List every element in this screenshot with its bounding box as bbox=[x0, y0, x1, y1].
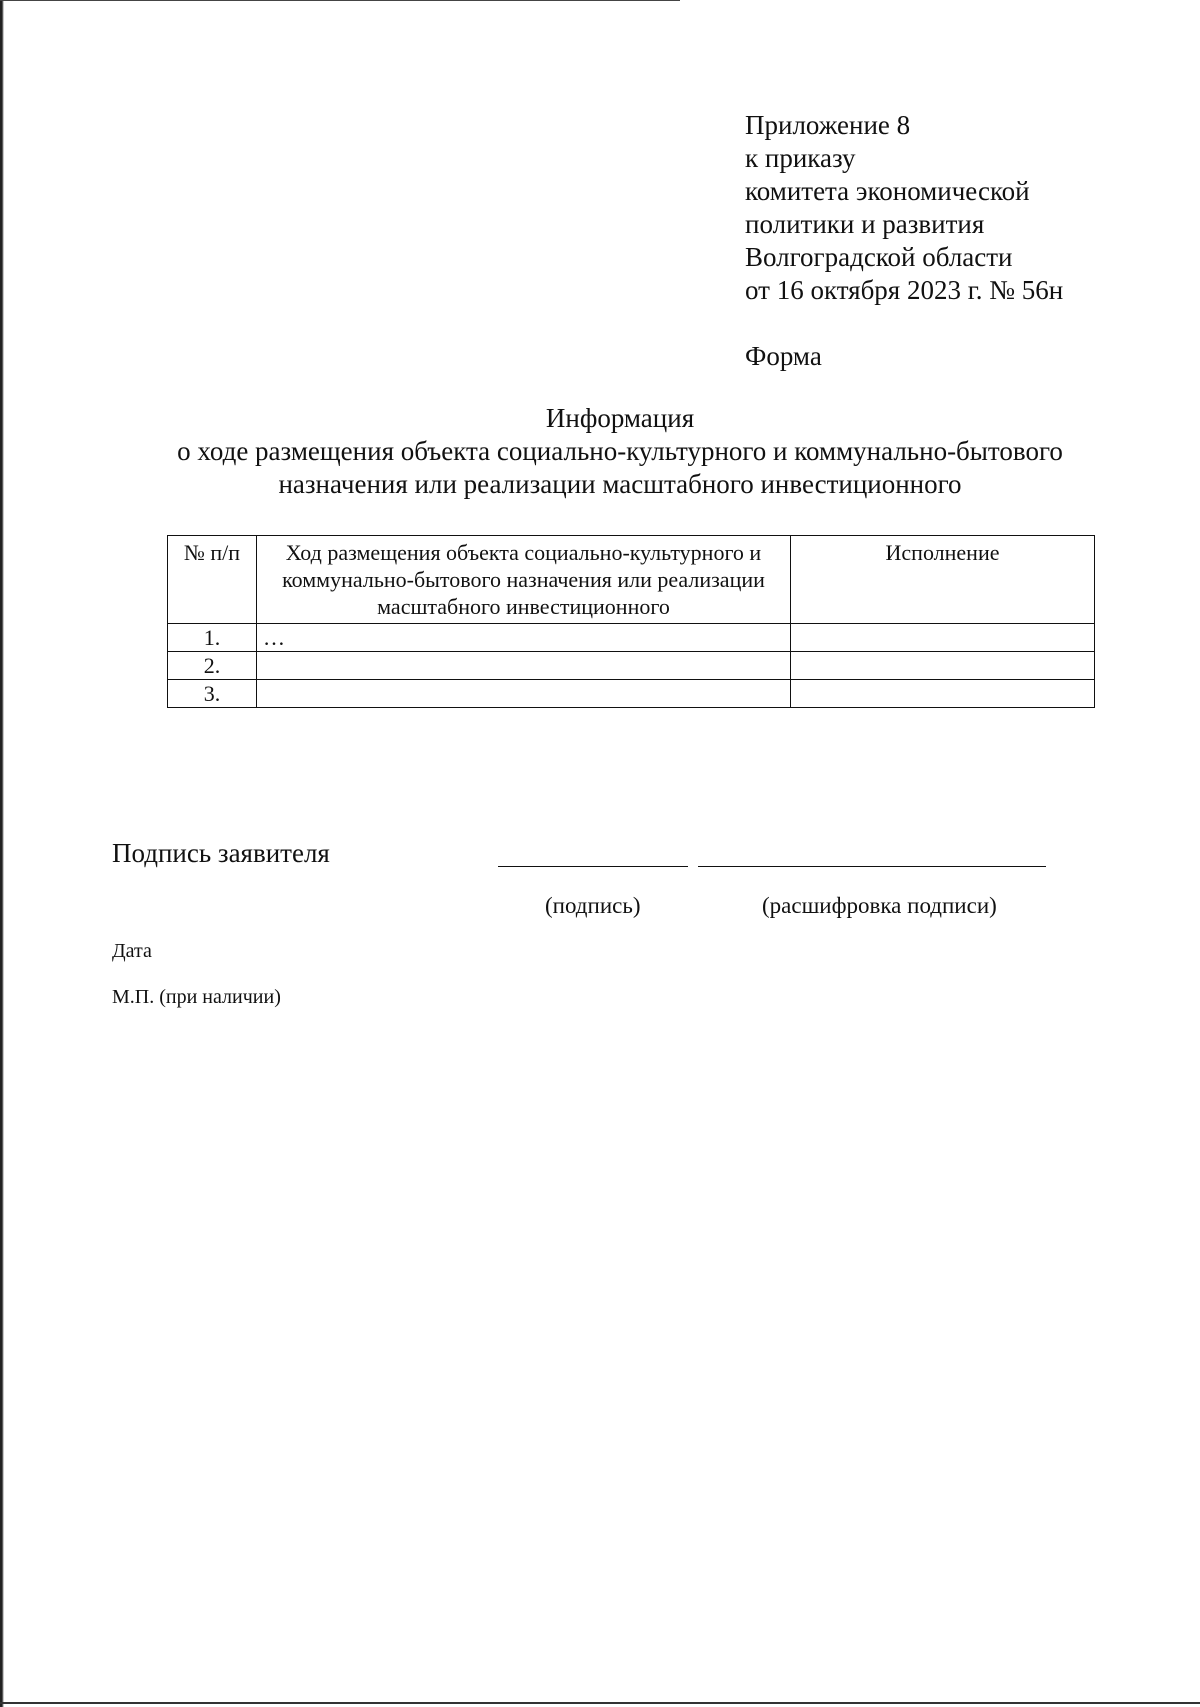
approval-line: к приказу bbox=[745, 143, 856, 173]
title-line: о ходе размещения объекта социально-культурного и коммунально-бытового bbox=[177, 436, 1063, 466]
row-progress bbox=[257, 680, 791, 708]
table-header-row bbox=[168, 536, 1095, 624]
header-num: № п/п bbox=[168, 536, 257, 624]
date-label: Дата bbox=[112, 940, 152, 962]
row-execution bbox=[791, 624, 1095, 652]
scan-edge-top bbox=[0, 0, 680, 1]
approval-line: Приложение 8 bbox=[745, 110, 911, 140]
row-progress bbox=[257, 652, 791, 680]
row-num: 3. bbox=[168, 680, 257, 708]
title-heading: Информация bbox=[545, 403, 695, 433]
approval-line: политики и развития bbox=[745, 209, 985, 239]
title-line: назначения или реализации масштабного инвестиционного bbox=[278, 469, 962, 499]
table-row bbox=[168, 680, 1095, 708]
approval-line: Волгоградской области bbox=[745, 242, 1013, 272]
row-num: 2. bbox=[168, 652, 257, 680]
progress-table bbox=[167, 535, 1095, 708]
signature-line bbox=[498, 866, 688, 867]
row-progress: … bbox=[257, 624, 791, 652]
approval-line: от 16 октября 2023 г. № 56н bbox=[745, 275, 1064, 305]
table-row bbox=[168, 624, 1095, 652]
signature-decoding-caption: (расшифровка подписи) bbox=[762, 893, 997, 918]
approval-header bbox=[745, 109, 1063, 307]
signature-label: Подпись заявителя bbox=[112, 838, 330, 868]
signature-caption: (подпись) bbox=[545, 893, 641, 918]
row-execution bbox=[791, 680, 1095, 708]
header-progress: Ход размещения объекта социально-культурного и коммунально-бытового назначения или реализации масштабного инвестиционного bbox=[257, 536, 791, 624]
seal-label: М.П. (при наличии) bbox=[112, 986, 281, 1008]
signature-decoding-line bbox=[698, 866, 1046, 867]
document-title bbox=[140, 402, 1100, 501]
scan-edge-bottom bbox=[0, 1702, 1200, 1704]
approval-line: комитета экономической bbox=[745, 176, 1030, 206]
row-execution bbox=[791, 652, 1095, 680]
header-execution: Исполнение bbox=[791, 536, 1095, 624]
form-label: Форма bbox=[745, 341, 822, 371]
row-num: 1. bbox=[168, 624, 257, 652]
scan-edge-left bbox=[0, 0, 4, 1707]
table-row bbox=[168, 652, 1095, 680]
